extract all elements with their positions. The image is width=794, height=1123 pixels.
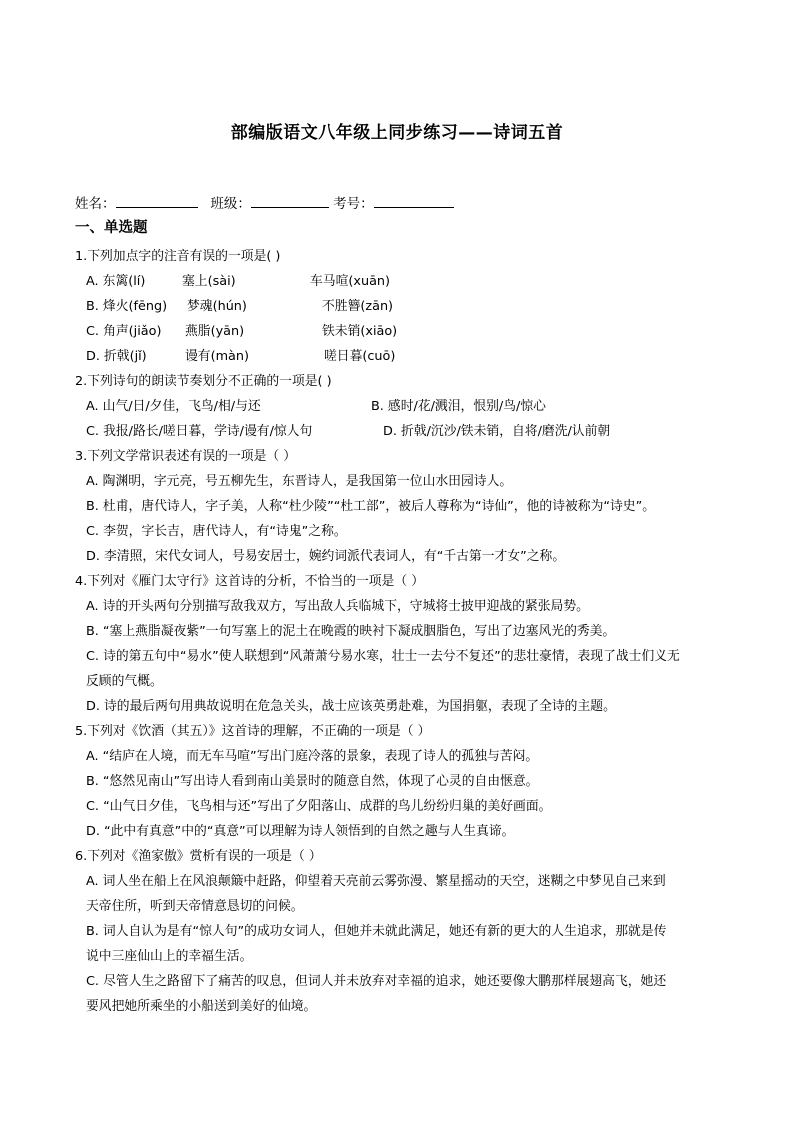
q2-option-d: D. 折戟/沉沙/铁未销，自将/磨洗/认前朝 [383, 424, 611, 439]
q4-option-d: D. 诗的最后两句用典故说明在危急关头，战士应该英勇赴难，为国捐躯，表现了全诗的主题。 [86, 699, 616, 714]
q2-option-c: C. 我报/路长/嗟日暮，学诗/谩有/惊人句 [86, 424, 313, 439]
q2-option-b: B. 感时/花/溅泪，恨别/鸟/惊心 [371, 399, 546, 414]
q5-option-c: C. “山气日夕佳，飞鸟相与还”写出了夕阳落山、成群的鸟儿纷纷归巢的美好画面。 [86, 799, 552, 814]
q5-option-d: D. “此中有真意”中的“真意”可以理解为诗人领悟到的自然之趣与人生真谛。 [86, 824, 515, 839]
q4-option-b: B. “塞上燕脂凝夜紫”一句写塞上的泥土在晚霞的映衬下凝成胭脂色，写出了边塞风光的秀美。 [86, 624, 616, 639]
q1-option-b-2: 梦魂(hún) [187, 299, 247, 314]
q6-option-b-line1: B. 词人自认为是有“惊人句”的成功女词人，但她并未就此满足，她还有新的更大的人生追求，那就是传 [86, 924, 667, 939]
q6-option-a-line2: 天帝住所，听到天帝情意恳切的问候。 [86, 899, 304, 914]
q3-option-b: B. 杜甫，唐代诗人，字子美，人称“杜少陵”“杜工部”，被后人尊称为“诗仙”，他的诗被称为“诗史”。 [86, 499, 656, 514]
q5-option-a: A. “结庐在人境，而无车马喧”写出门庭冷落的景象，表现了诗人的孤独与苦闷。 [86, 749, 539, 764]
q4-option-c-line2: 反顾的气概。 [86, 674, 163, 689]
q1-option-c-2: 燕脂(yān) [185, 324, 245, 339]
question-2-stem: 2.下列诗句的朗读节奏划分不正确的一项是( ) [75, 374, 332, 389]
class-label: 班级： [210, 196, 251, 212]
q6-option-a-line1: A. 词人坐在船上在风浪颠簸中赶路，仰望着天亮前云雾弥漫、繁星摇动的天空，迷糊之中梦见自己来到 [86, 874, 666, 889]
q3-option-a: A. 陶渊明，字元亮，号五柳先生，东晋诗人，是我国第一位山水田园诗人。 [86, 474, 513, 489]
q3-option-d: D. 李清照，宋代女词人，号易安居士，婉约词派代表词人，有“千古第一才女”之称。 [86, 549, 566, 564]
q1-option-d-1: D. 折戟(jǐ) [86, 349, 147, 364]
question-1-stem: 1.下列加点字的注音有误的一项是( ) [75, 249, 281, 264]
q5-option-b: B. “悠然见南山”写出诗人看到南山美景时的随意自然，体现了心灵的自由惬意。 [86, 774, 539, 789]
q4-option-c-line1: C. 诗的第五句中“易水”使人联想到“风萧萧兮易水寒，壮士一去兮不复还”的悲壮豪情，表现了战士们义无 [86, 649, 680, 664]
name-field[interactable] [116, 193, 198, 208]
section-heading: 一、单选题 [75, 220, 148, 236]
q1-option-b-1: B. 烽火(fēng) [86, 299, 168, 314]
page-title: 部编版语文八年级上同步练习——诗词五首 [230, 123, 564, 143]
student-info-row [75, 192, 454, 212]
q1-option-a-1: A. 东篱(lí) [86, 274, 146, 289]
question-6-stem: 6.下列对《渔家傲》赏析有误的一项是（ ） [75, 849, 322, 864]
name-label: 姓名： [75, 196, 116, 212]
q1-option-d-3: 嗟日暮(cuō) [324, 349, 396, 364]
number-label: 考号： [333, 196, 374, 212]
q6-option-b-line2: 说中三座仙山上的幸福生活。 [86, 949, 253, 964]
q3-option-c: C. 李贺，字长吉，唐代诗人，有“诗鬼”之称。 [86, 524, 347, 539]
question-5-stem: 5.下列对《饮酒（其五）》这首诗的理解，不正确的一项是（ ） [75, 724, 431, 739]
q1-option-b-3: 不胜簪(zān) [322, 299, 394, 314]
q2-option-a: A. 山气/日/夕佳，飞鸟/相/与还 [86, 399, 261, 414]
q6-option-c-line1: C. 尽管人生之路留下了痛苦的叹息，但词人并未放弃对幸福的追求，她还要像大鹏那样展翅高飞，她还 [86, 974, 667, 989]
q1-option-a-3: 车马喧(xuān) [310, 274, 391, 289]
question-3-stem: 3.下列文学常识表述有误的一项是（ ） [75, 449, 297, 464]
class-field[interactable] [251, 193, 329, 208]
q4-option-a: A. 诗的开头两句分别描写敌我双方，写出敌人兵临城下，守城将士披甲迎战的紧张局势。 [86, 599, 589, 614]
q6-option-c-line2: 要风把她所乘坐的小船送到美好的仙境。 [86, 999, 317, 1014]
q1-option-c-3: 铁未销(xiāo) [322, 324, 398, 339]
q1-option-d-2: 谩有(màn) [185, 349, 249, 364]
q1-option-a-2: 塞上(sài) [182, 274, 236, 289]
q1-option-c-1: C. 角声(jiǎo) [86, 324, 162, 339]
question-4-stem: 4.下列对《雁门太守行》这首诗的分析，不恰当的一项是（ ） [75, 574, 424, 589]
number-field[interactable] [374, 193, 454, 208]
